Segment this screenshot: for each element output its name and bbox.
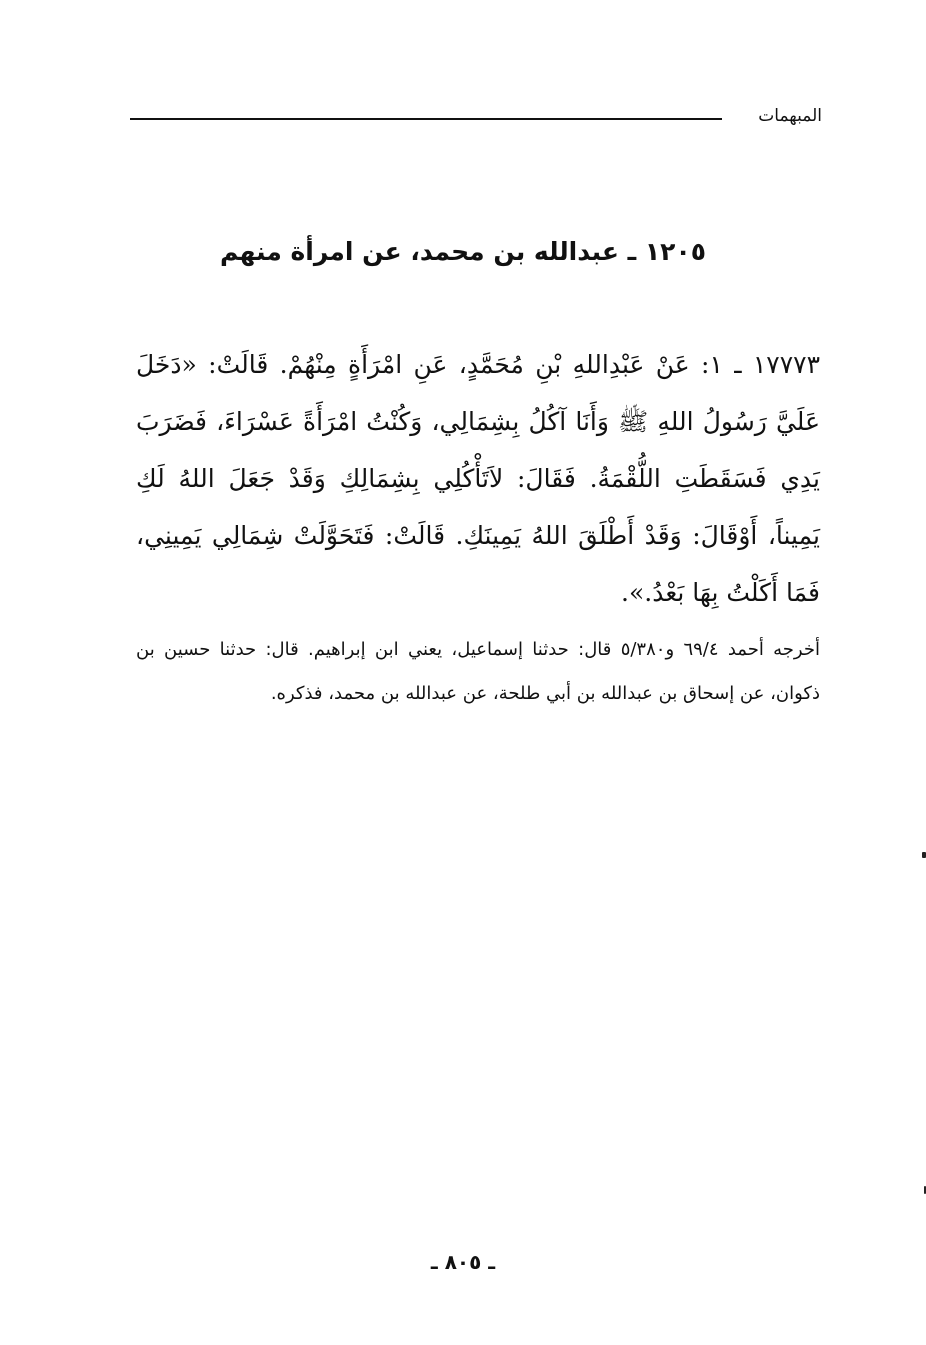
hadith-matn: «دَخَلَ عَلَيَّ رَسُولُ اللهِ ﷺ وَأَنَا آكُلُ بِشِمَالِي، وَكُنْتُ امْرَأَةً عَسْرَاءَ، فَضَرَبَ يَدِي فَسَقَطَتِ اللُّقْمَةُ. فَقَالَ: لاَتَأْكُلِي بِشِمَالِكِ وَقَدْ جَعَلَ اللهُ لَكِ يَمِيناً، أَوْقَالَ: وَقَدْ أَطْلَقَ اللهُ يَمِينَكِ. قَالَتْ: فَتَحَوَّلَتْ شِمَالِي يَمِينِي، فَمَا أَكَلْتُ بِهَا بَعْدُ.». xyxy=(136,350,820,607)
page-number: ـ ٨٠٥ ـ xyxy=(430,1250,496,1274)
scan-edge-mark xyxy=(922,852,926,858)
hadith-isnad: : عَنْ عَبْدِاللهِ بْنِ مُحَمَّدٍ، عَنِ امْرَأَةٍ مِنْهُمْ. قَالَتْ: xyxy=(208,350,710,379)
entry-title: ١٢٠٥ ـ عبدالله بن محمد، عن امرأة منهم xyxy=(220,237,706,266)
hadith-number: ١٧٧٧٣ ـ ١ xyxy=(709,350,820,379)
takhrij-note: أخرجه أحمد ٦٩/٤ و٥/٣٨٠ قال: حدثنا إسماعيل، يعني ابن إبراهيم. قال: حدثنا حسين بن ذكوان، عن إسحاق بن عبدالله بن أبي طلحة، عن عبدالله بن محمد، فذكره. xyxy=(136,639,820,704)
hadith-text xyxy=(136,336,820,621)
section-title: المبهمات xyxy=(758,106,822,126)
header-rule xyxy=(130,118,722,120)
running-header xyxy=(130,104,822,128)
